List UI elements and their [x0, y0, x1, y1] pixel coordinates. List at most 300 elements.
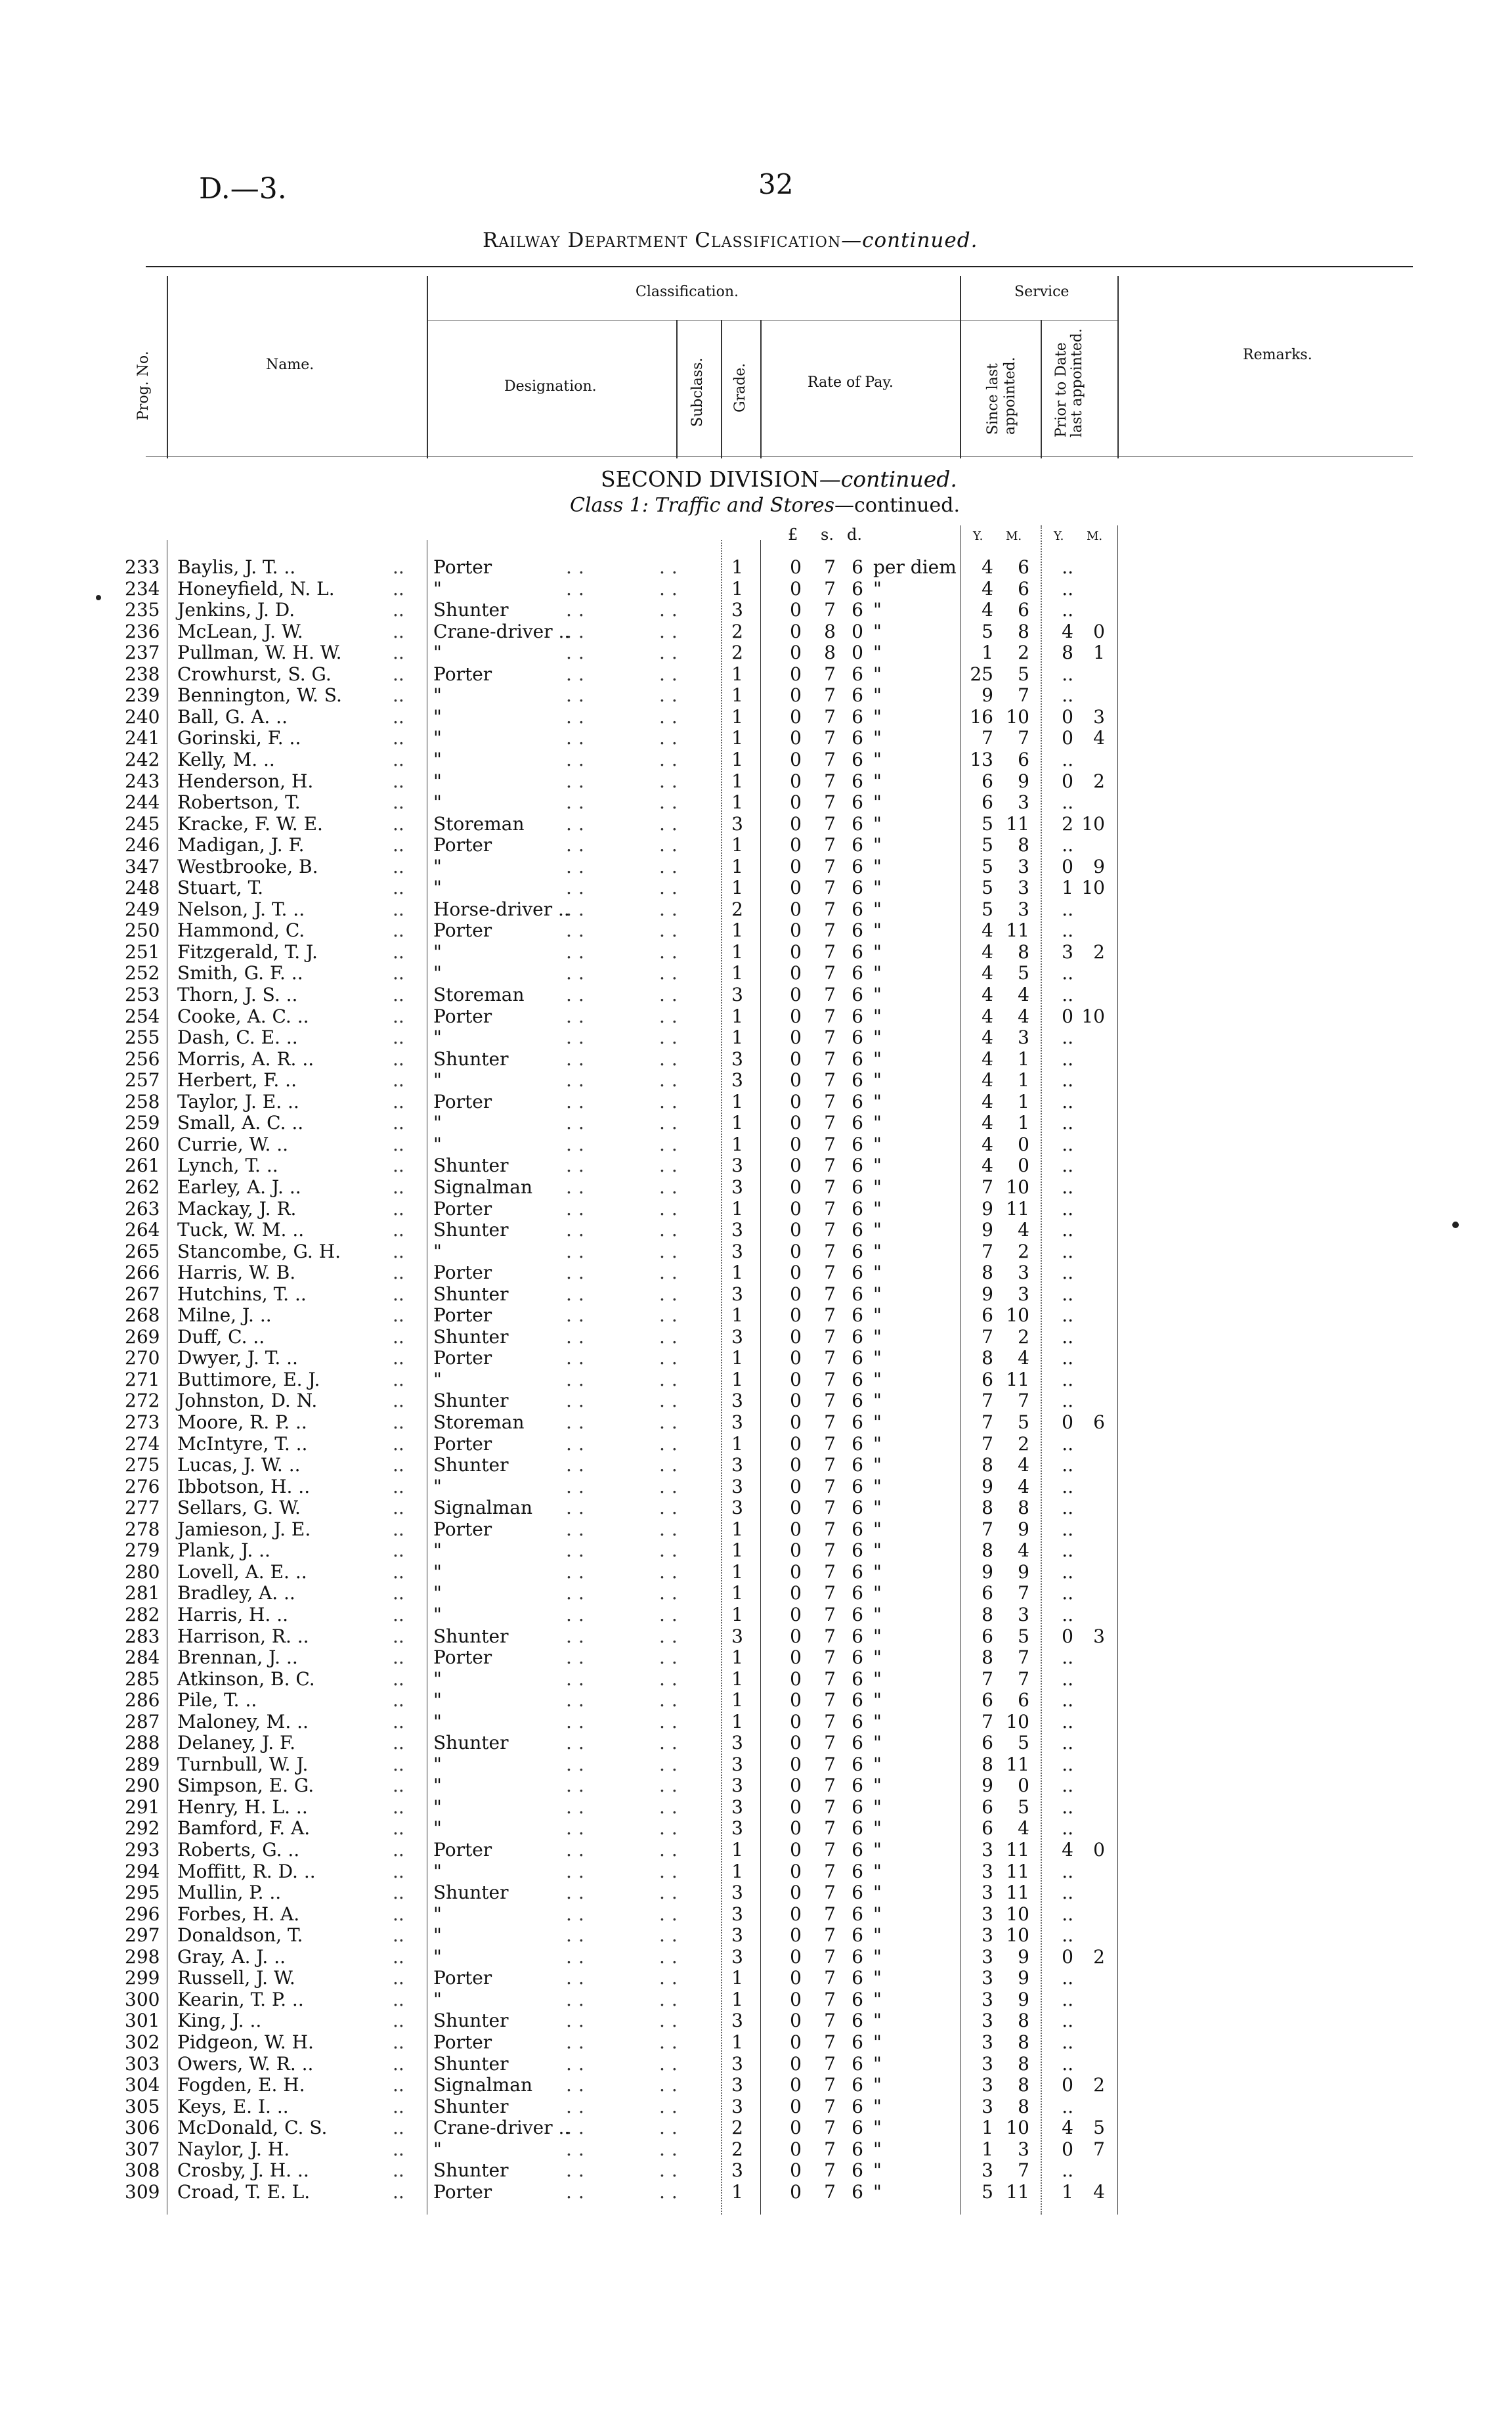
leader-dots: ..	[566, 1475, 591, 1497]
pay-note: "	[873, 1924, 882, 1947]
leader-dots: ..	[659, 1005, 684, 1027]
leader-dots: ..	[659, 1646, 684, 1669]
header-classification: Classification.	[636, 284, 739, 300]
pay-pounds: 0	[790, 834, 802, 856]
pay-shillings: 7	[824, 1048, 836, 1070]
subclass: 3	[731, 1411, 743, 1433]
prog-number: 347	[125, 855, 160, 877]
pay-note: "	[873, 2180, 882, 2203]
leader-dots: ..	[566, 877, 591, 899]
pay-shillings: 7	[824, 2074, 836, 2096]
prog-number: 298	[125, 1945, 160, 1968]
pay-pence: 6	[852, 1817, 863, 1840]
pay-pence: 6	[852, 2052, 863, 2075]
leader-dots: ..	[659, 1560, 684, 1583]
page-title	[483, 229, 978, 252]
leader-dots: ..	[393, 1625, 404, 1647]
since-years: 3	[982, 2095, 993, 2117]
leader-dots: ..	[566, 663, 591, 685]
prog-number: 301	[125, 2010, 160, 2032]
prior-months: 7	[1093, 2138, 1105, 2160]
leader-dots: ..	[393, 1325, 404, 1348]
since-years: 5	[982, 855, 993, 877]
pay-note: "	[873, 1005, 882, 1027]
designation: "	[433, 1903, 442, 1925]
prior-years: ..	[1062, 1539, 1073, 1562]
prior-years: ..	[1062, 2159, 1073, 2182]
prior-years: ..	[1062, 1155, 1073, 1177]
prog-number: 280	[125, 1560, 160, 1583]
prior-years: ..	[1062, 1582, 1073, 1604]
since-months: 4	[1018, 1454, 1029, 1476]
pay-shillings: 7	[824, 2095, 836, 2117]
pay-shillings: 7	[824, 1967, 836, 1989]
since-years: 5	[982, 812, 993, 835]
designation: "	[433, 1860, 442, 1882]
pay-pence: 6	[852, 1625, 863, 1647]
table-row	[0, 1904, 1512, 1926]
since-months: 4	[1018, 1347, 1029, 1369]
leader-dots: ..	[659, 1796, 684, 1818]
unit-years-prior: Y.	[1054, 529, 1064, 543]
pay-pence: 6	[852, 877, 863, 899]
subclass: 1	[731, 1988, 743, 2010]
employee-name: Taylor, J. E. ..	[177, 1090, 299, 1113]
pay-pence: 6	[852, 705, 863, 728]
pay-shillings: 7	[824, 898, 836, 920]
since-months: 3	[1018, 1262, 1029, 1284]
header-top-rule	[146, 266, 1413, 267]
pay-note: "	[873, 1967, 882, 1989]
pay-pence: 6	[852, 1775, 863, 1797]
subclass: 3	[731, 1882, 743, 1904]
pay-pounds: 0	[790, 1112, 802, 1134]
leader-dots: ..	[566, 1753, 591, 1775]
pay-pence: 6	[852, 1882, 863, 1904]
employee-name: Baylis, J. T. ..	[177, 556, 296, 578]
prior-years: ..	[1062, 2031, 1073, 2053]
pay-note: "	[873, 1497, 882, 1519]
prior-years: ..	[1062, 1304, 1073, 1327]
pay-pence: 6	[852, 2180, 863, 2203]
prior-years: 8	[1062, 642, 1073, 664]
pay-note: "	[873, 962, 882, 984]
leader-dots: ..	[566, 962, 591, 984]
pay-shillings: 7	[824, 2138, 836, 2160]
leader-dots: ..	[566, 1390, 591, 1412]
subclass: 3	[731, 1325, 743, 1348]
pay-shillings: 7	[824, 1005, 836, 1027]
since-years: 9	[982, 1475, 993, 1497]
pay-note: "	[873, 1069, 882, 1092]
pay-note: "	[873, 1090, 882, 1113]
designation: "	[433, 1069, 442, 1092]
subclass: 3	[731, 1390, 743, 1412]
since-months: 2	[1018, 1325, 1029, 1348]
designation: "	[433, 1133, 442, 1155]
pay-pounds: 0	[790, 1283, 802, 1305]
table-row	[0, 2032, 1512, 2054]
pay-pounds: 0	[790, 1646, 802, 1669]
pay-pence: 6	[852, 2010, 863, 2032]
subclass: 1	[731, 684, 743, 707]
leader-dots: ..	[659, 1882, 684, 1904]
prior-months: 3	[1093, 1625, 1105, 1647]
prior-years: ..	[1062, 1753, 1073, 1775]
pay-shillings: 7	[824, 791, 836, 814]
since-years: 4	[982, 1155, 993, 1177]
leader-dots: ..	[659, 940, 684, 963]
since-months: 11	[1006, 1368, 1029, 1390]
pay-shillings: 7	[824, 1796, 836, 1818]
class-heading: Class 1: Traffic and Stores—continued.	[570, 494, 961, 517]
prog-number: 248	[125, 877, 160, 899]
pay-pounds: 0	[790, 1582, 802, 1604]
pay-note: "	[873, 1582, 882, 1604]
since-years: 9	[982, 1560, 993, 1583]
leader-dots: ..	[393, 1497, 404, 1519]
since-years: 7	[982, 1710, 993, 1733]
designation: Porter	[433, 2031, 492, 2053]
since-months: 7	[1018, 1390, 1029, 1412]
subclass: 3	[731, 812, 743, 835]
prog-number: 295	[125, 1882, 160, 1904]
subclass: 1	[731, 2031, 743, 2053]
table-row	[0, 2075, 1512, 2096]
leader-dots: ..	[393, 2010, 404, 2032]
pay-pounds: 0	[790, 684, 802, 707]
header-subclass: Subclass.	[689, 357, 706, 427]
employee-name: Kearin, T. P. ..	[177, 1988, 304, 2010]
unit-years-since: Y.	[973, 529, 983, 543]
table-row	[0, 1134, 1512, 1156]
prior-years: ..	[1062, 1262, 1073, 1284]
prog-number: 256	[125, 1048, 160, 1070]
subclass: 1	[731, 727, 743, 749]
designation: "	[433, 962, 442, 984]
pay-shillings: 7	[824, 1432, 836, 1455]
pay-shillings: 7	[824, 984, 836, 1005]
table-row	[0, 1968, 1512, 1989]
pay-pounds: 0	[790, 2010, 802, 2032]
leader-dots: ..	[393, 684, 404, 707]
leader-dots: ..	[659, 984, 684, 1005]
since-months: 8	[1018, 1497, 1029, 1519]
table-row	[0, 1049, 1512, 1071]
pay-pence: 6	[852, 1262, 863, 1284]
pay-shillings: 7	[824, 1304, 836, 1327]
pay-pence: 6	[852, 1133, 863, 1155]
since-years: 5	[982, 834, 993, 856]
leader-dots: ..	[393, 620, 404, 642]
employee-name: Pile, T. ..	[177, 1689, 257, 1711]
designation: "	[433, 1817, 442, 1840]
prior-years: ..	[1062, 1090, 1073, 1113]
since-years: 6	[982, 1796, 993, 1818]
subclass: 2	[731, 2138, 743, 2160]
prior-years: ..	[1062, 1347, 1073, 1369]
since-years: 9	[982, 684, 993, 707]
leader-dots: ..	[659, 2180, 684, 2203]
subclass: 1	[731, 705, 743, 728]
designation: "	[433, 577, 442, 600]
leader-dots: ..	[659, 1667, 684, 1690]
since-months: 8	[1018, 834, 1029, 856]
pay-note: "	[873, 1860, 882, 1882]
designation: Shunter	[433, 2052, 509, 2075]
since-years: 4	[982, 919, 993, 942]
pay-pence: 6	[852, 1753, 863, 1775]
since-years: 6	[982, 791, 993, 814]
designation: Porter	[433, 1347, 492, 1369]
leader-dots: ..	[393, 1155, 404, 1177]
since-months: 8	[1018, 2010, 1029, 2032]
pay-pounds: 0	[790, 1560, 802, 1583]
prog-number: 234	[125, 577, 160, 600]
leader-dots: ..	[566, 577, 591, 600]
leader-dots: ..	[659, 2117, 684, 2139]
employee-name: Stuart, T.	[177, 877, 264, 899]
table-row	[0, 1434, 1512, 1455]
subclass: 3	[731, 1283, 743, 1305]
prog-number: 236	[125, 620, 160, 642]
leader-dots: ..	[566, 2031, 591, 2053]
leader-dots: ..	[393, 1710, 404, 1733]
employee-name: Milne, J. ..	[177, 1304, 272, 1327]
since-years: 8	[982, 1646, 993, 1669]
table-row	[0, 1027, 1512, 1049]
designation: "	[433, 1603, 442, 1625]
pay-pounds: 0	[790, 877, 802, 899]
since-months: 11	[1006, 1860, 1029, 1882]
leader-dots: ..	[659, 599, 684, 621]
leader-dots: ..	[566, 898, 591, 920]
pay-shillings: 7	[824, 663, 836, 685]
pay-pence: 6	[852, 1582, 863, 1604]
leader-dots: ..	[393, 1347, 404, 1369]
pay-shillings: 7	[824, 1988, 836, 2010]
since-months: 4	[1018, 984, 1029, 1005]
employee-name: Hammond, C.	[177, 919, 305, 942]
leader-dots: ..	[393, 2095, 404, 2117]
table-row	[0, 1113, 1512, 1134]
since-years: 6	[982, 1368, 993, 1390]
since-months: 7	[1018, 1646, 1029, 1669]
employee-name: Lynch, T. ..	[177, 1155, 278, 1177]
table-row	[0, 600, 1512, 621]
since-years: 8	[982, 1497, 993, 1519]
leader-dots: ..	[393, 1860, 404, 1882]
prior-years: ..	[1062, 1176, 1073, 1198]
prior-years: 0	[1062, 727, 1073, 749]
since-years: 9	[982, 1283, 993, 1305]
prior-years: ..	[1062, 1048, 1073, 1070]
pay-note: "	[873, 2095, 882, 2117]
prior-years: ..	[1062, 1796, 1073, 1818]
employee-name: Harris, H. ..	[177, 1603, 289, 1625]
leader-dots: ..	[566, 1304, 591, 1327]
prog-number: 241	[125, 727, 160, 749]
since-years: 5	[982, 877, 993, 899]
prior-years: ..	[1062, 1497, 1073, 1519]
prior-years: ..	[1062, 1967, 1073, 1989]
leader-dots: ..	[566, 1817, 591, 1840]
pay-pounds: 0	[790, 984, 802, 1005]
employee-name: Ball, G. A. ..	[177, 705, 288, 728]
since-years: 6	[982, 1817, 993, 1840]
prior-years: ..	[1062, 2052, 1073, 2075]
pay-note: "	[873, 1155, 882, 1177]
leader-dots: ..	[393, 1411, 404, 1433]
leader-dots: ..	[393, 1732, 404, 1754]
pay-shillings: 7	[824, 748, 836, 770]
prior-years: ..	[1062, 1710, 1073, 1733]
prog-number: 268	[125, 1304, 160, 1327]
pay-pence: 6	[852, 1988, 863, 2010]
employee-name: Mackay, J. R.	[177, 1197, 297, 1220]
pay-note: "	[873, 1197, 882, 1220]
pay-pence: 6	[852, 1432, 863, 1455]
designation: Shunter	[433, 1325, 509, 1348]
pay-pounds: 0	[790, 898, 802, 920]
pay-pounds: 0	[790, 727, 802, 749]
leader-dots: ..	[659, 1219, 684, 1241]
table-row	[0, 1583, 1512, 1604]
prior-months: 6	[1093, 1411, 1105, 1433]
pay-pounds: 0	[790, 620, 802, 642]
pay-note: "	[873, 1390, 882, 1412]
designation: "	[433, 1667, 442, 1690]
prog-number: 257	[125, 1069, 160, 1092]
since-months: 6	[1018, 577, 1029, 600]
prior-months: 0	[1093, 620, 1105, 642]
prog-number: 235	[125, 599, 160, 621]
designation: Storeman	[433, 984, 525, 1005]
leader-dots: ..	[393, 1988, 404, 2010]
table-row	[0, 1262, 1512, 1284]
pay-pounds: 0	[790, 1090, 802, 1113]
unit-months-prior: M.	[1087, 529, 1103, 543]
pay-note: "	[873, 1988, 882, 2010]
leader-dots: ..	[566, 2159, 591, 2182]
prog-number: 252	[125, 962, 160, 984]
pay-note: "	[873, 1667, 882, 1690]
since-months: 9	[1018, 1988, 1029, 2010]
since-years: 9	[982, 1197, 993, 1220]
employee-name: Moore, R. P. ..	[177, 1411, 307, 1433]
employee-name: Earley, A. J. ..	[177, 1176, 301, 1198]
table-row	[0, 771, 1512, 793]
since-years: 4	[982, 577, 993, 600]
table-row	[0, 1177, 1512, 1199]
pay-pence: 6	[852, 1539, 863, 1562]
pay-note: "	[873, 1753, 882, 1775]
subclass: 1	[731, 2180, 743, 2203]
designation: Horse-driver ..	[433, 898, 570, 920]
table-row	[0, 1604, 1512, 1626]
header-divider-4	[721, 320, 722, 458]
pay-shillings: 7	[824, 727, 836, 749]
since-months: 3	[1018, 1283, 1029, 1305]
table-row	[0, 856, 1512, 878]
pay-note: "	[873, 2074, 882, 2096]
pay-note: "	[873, 663, 882, 685]
pay-pounds: 0	[790, 2138, 802, 2160]
leader-dots: ..	[393, 1817, 404, 1840]
since-months: 5	[1018, 1625, 1029, 1647]
prog-number: 304	[125, 2074, 160, 2096]
pay-note: "	[873, 1432, 882, 1455]
pay-note: "	[873, 984, 882, 1005]
pay-pence: 6	[852, 2159, 863, 2182]
subclass: 3	[731, 1924, 743, 1947]
since-months: 10	[1006, 2117, 1029, 2139]
designation: Shunter	[433, 1882, 509, 1904]
since-months: 2	[1018, 1240, 1029, 1262]
leader-dots: ..	[566, 599, 591, 621]
since-years: 6	[982, 770, 993, 792]
pay-note: "	[873, 1112, 882, 1134]
leader-dots: ..	[659, 1860, 684, 1882]
pay-shillings: 7	[824, 577, 836, 600]
pay-pence: 6	[852, 556, 863, 578]
subclass: 2	[731, 620, 743, 642]
header-divider-7	[1041, 320, 1042, 458]
subclass: 2	[731, 642, 743, 664]
employee-name: Crowhurst, S. G.	[177, 663, 332, 685]
pay-pence: 6	[852, 1240, 863, 1262]
leader-dots: ..	[393, 1796, 404, 1818]
table-row	[0, 1925, 1512, 1947]
prior-years: ..	[1062, 1325, 1073, 1348]
pay-note: "	[873, 1262, 882, 1284]
prior-years: 4	[1062, 1839, 1073, 1861]
leader-dots: ..	[393, 1133, 404, 1155]
pay-shillings: 7	[824, 940, 836, 963]
designation: Porter	[433, 1005, 492, 1027]
leader-dots: ..	[393, 1582, 404, 1604]
since-months: 4	[1018, 1005, 1029, 1027]
pay-pence: 6	[852, 1839, 863, 1861]
leader-dots: ..	[393, 2031, 404, 2053]
designation: "	[433, 1753, 442, 1775]
prior-years: ..	[1062, 1689, 1073, 1711]
pay-shillings: 7	[824, 2031, 836, 2053]
since-years: 1	[982, 2138, 993, 2160]
leader-dots: ..	[659, 642, 684, 664]
prior-years: 0	[1062, 1005, 1073, 1027]
pay-note: "	[873, 577, 882, 600]
leader-dots: ..	[393, 770, 404, 792]
since-months: 9	[1018, 1945, 1029, 1968]
leader-dots: ..	[393, 1176, 404, 1198]
leader-dots: ..	[393, 919, 404, 942]
designation: Porter	[433, 1839, 492, 1861]
designation: "	[433, 1710, 442, 1733]
pay-note: "	[873, 1283, 882, 1305]
leader-dots: ..	[393, 940, 404, 963]
employee-name: Kelly, M. ..	[177, 748, 275, 770]
employee-name: Brennan, J. ..	[177, 1646, 298, 1669]
pay-shillings: 7	[824, 962, 836, 984]
pay-shillings: 7	[824, 1646, 836, 1669]
pay-pounds: 0	[790, 1903, 802, 1925]
subclass: 3	[731, 1903, 743, 1925]
prog-number: 271	[125, 1368, 160, 1390]
pay-pounds: 0	[790, 1262, 802, 1284]
since-months: 7	[1018, 1667, 1029, 1690]
since-years: 3	[982, 2074, 993, 2096]
